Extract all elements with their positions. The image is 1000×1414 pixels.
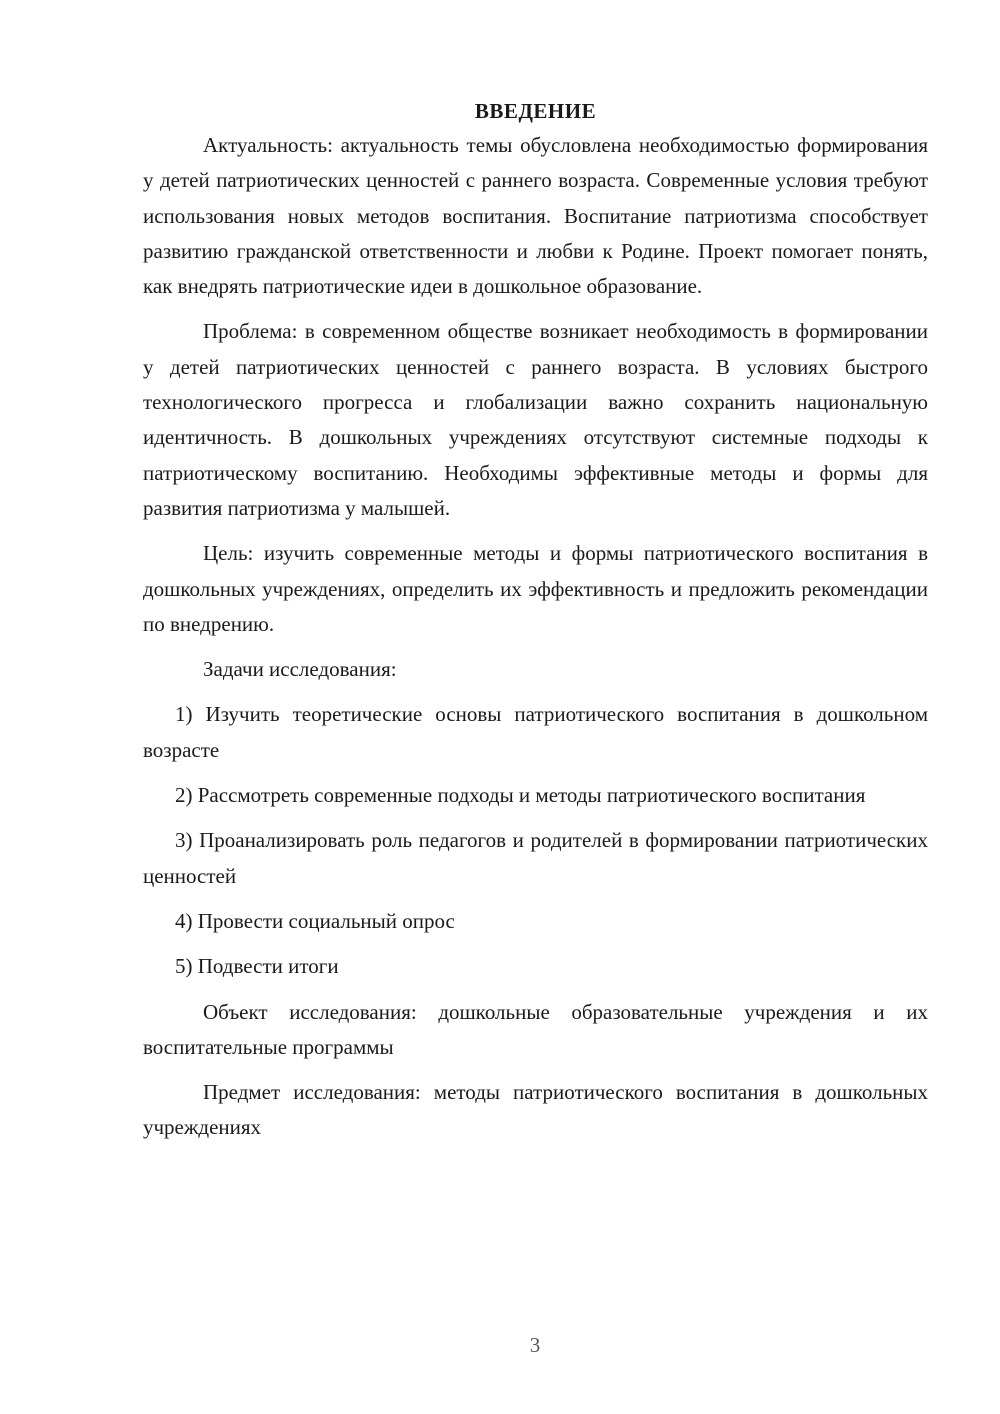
task-item-2: 2) Рассмотреть современные подходы и методы патриотического воспитания — [175, 783, 866, 808]
tasks-title: Задачи исследования: — [203, 657, 397, 682]
object-paragraph: Объект исследования: дошкольные образовательные учреждения и их воспитательные программы — [143, 999, 928, 1059]
task-item-4: 4) Провести социальный опрос — [175, 908, 455, 933]
task-item-5: 5) Подвести итоги — [175, 954, 339, 979]
relevance-paragraph: Актуальность: актуальность темы обусловлена необходимостью формирования у детей патриотических ценностей с раннего возраста. Современные условия требуют использования новых методов воспитания. Воспитание патриотизма способствует развитию гражданской ответственности и любви к Родине. Проект помогает понять, как внедрять патриотические идеи в дошкольное образование. — [143, 133, 928, 299]
goal-paragraph: Цель: изучить современные методы и формы патриотического воспитания в дошкольных учреждениях, определить их эффективность и предложить рекомендации по внедрению. — [143, 541, 928, 636]
task-item-1: 1) Изучить теоретические основы патриотического воспитания в дошкольном возрасте — [143, 702, 928, 762]
problem-paragraph: Проблема: в современном обществе возникает необходимость в формировании у детей патриотических ценностей с раннего возраста. В условиях быстрого технологического прогресса и глобализации важно сохранить национальную идентичность. В дошкольных учреждениях отсутствуют системные подходы к патриотическому воспитанию. Необходимы эффективные методы и формы для развития патриотизма у малышей. — [143, 319, 928, 520]
page-number: 3 — [529, 1333, 541, 1357]
task-item-3: 3) Проанализировать роль педагогов и родителей в формировании патриотических ценностей — [143, 828, 928, 888]
document-page — [143, 96, 928, 1156]
subject-paragraph: Предмет исследования: методы патриотического воспитания в дошкольных учреждениях — [143, 1080, 928, 1140]
section-heading: ВВЕДЕНИЕ — [474, 99, 597, 123]
